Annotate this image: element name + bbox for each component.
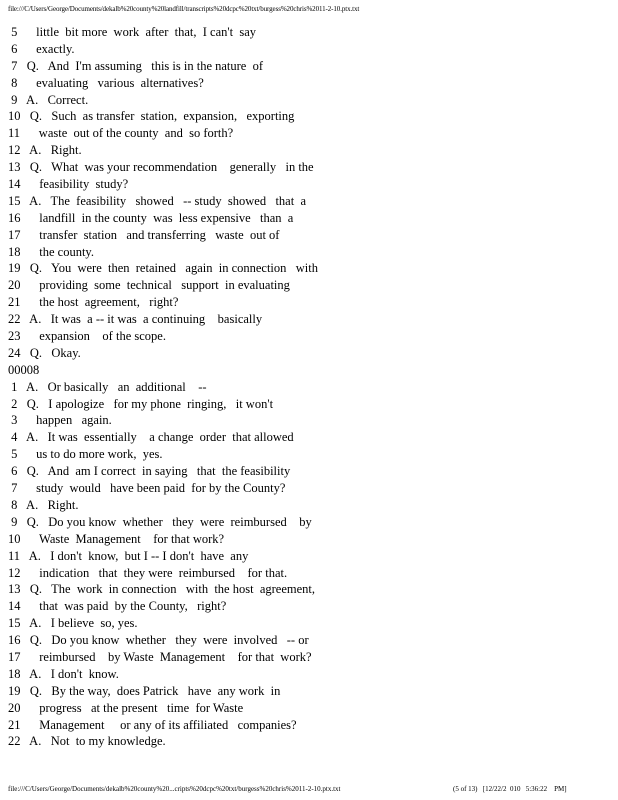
transcript-line: 22 A. It was a -- it was a continuing basically <box>8 312 263 327</box>
transcript-line: 10 Waste Management for that work? <box>8 531 225 546</box>
transcript-line: 10 Q. Such as transfer station, expansion, exporting <box>8 109 295 124</box>
transcript-line: 17 transfer station and transferring waste out of <box>8 227 280 242</box>
transcript-line: 9 Q. Do you know whether they were reimbursed by <box>8 514 312 529</box>
transcript-line: 3 happen again. <box>8 413 112 428</box>
transcript-line: 22 A. Not to my knowledge. <box>8 734 166 749</box>
transcript-line: 6 exactly. <box>8 41 75 56</box>
transcript-line: 18 A. I don't know. <box>8 666 119 681</box>
transcript-line: 9 A. Correct. <box>8 92 89 107</box>
transcript-line: 11 waste out of the county and so forth? <box>8 126 234 141</box>
transcript-line: 20 providing some technical support in evaluating <box>8 278 290 293</box>
transcript-line: 8 evaluating various alternatives? <box>8 75 204 90</box>
transcript-line: 7 study would have been paid for by the County? <box>8 481 286 496</box>
transcript-line: 15 A. I believe so, yes. <box>8 616 138 631</box>
transcript-body <box>8 24 568 750</box>
transcript-line: 2 Q. I apologize for my phone ringing, it won't <box>8 396 274 411</box>
transcript-line: 15 A. The feasibility showed -- study showed that a <box>8 193 306 208</box>
transcript-line: 16 landfill in the county was less expensive than a <box>8 210 294 225</box>
transcript-line: 19 Q. You were then retained again in connection with <box>8 261 319 276</box>
transcript-line: 23 expansion of the scope. <box>8 329 166 344</box>
transcript-line: 21 the host agreement, right? <box>8 295 179 310</box>
transcript-line: 7 Q. And I'm assuming this is in the nature of <box>8 58 264 73</box>
transcript-line: 14 feasibility study? <box>8 177 129 192</box>
transcript-line: 13 Q. The work in connection with the host agreement, <box>8 582 315 597</box>
transcript-line: 21 Management or any of its affiliated companies? <box>8 717 297 732</box>
transcript-line: 17 reimbursed by Waste Management for that work? <box>8 649 312 664</box>
transcript-line: 1 A. Or basically an additional -- <box>8 379 207 394</box>
page-info-footer: (5 of 13) [12/22/2 010 5:36:22 PM] <box>453 785 567 793</box>
transcript-line: 4 A. It was essentially a change order that allowed <box>8 430 294 445</box>
transcript-line: 13 Q. What was your recommendation generally in the <box>8 160 314 175</box>
transcript-line: 19 Q. By the way, does Patrick have any work in <box>8 683 281 698</box>
transcript-line: 16 Q. Do you know whether they were involved -- or <box>8 633 309 648</box>
file-path-header: file:///C/Users/George/Documents/dekalb%20county%20landfill/transcripts%20dcpc%20txt/burgess%20chris%2011-2-10.ptx.txt <box>8 5 360 13</box>
transcript-line: 8 A. Right. <box>8 497 79 512</box>
transcript-line: 5 little bit more work after that, I can't say <box>8 25 257 39</box>
transcript-line: 5 us to do more work, yes. <box>8 447 163 462</box>
transcript-line: 18 the county. <box>8 244 94 259</box>
transcript-line: 12 indication that they were reimbursed for that. <box>8 565 288 580</box>
transcript-line: 20 progress at the present time for Waste <box>8 700 244 715</box>
transcript-line: 24 Q. Okay. <box>8 345 81 360</box>
file-path-footer: file:///C/Users/George/Documents/dekalb%20county%20...cripts%20dcpc%20txt/burgess%20chris%2011-2-10.ptx.txt <box>8 785 341 793</box>
transcript-line: 6 Q. And am I correct in saying that the feasibility <box>8 464 291 479</box>
transcript-page-2 <box>8 379 568 751</box>
transcript-page-1 <box>8 24 568 362</box>
transcript-line: 12 A. Right. <box>8 143 82 158</box>
transcript-line: 11 A. I don't know, but I -- I don't have any <box>8 548 249 563</box>
transcript-line: 14 that was paid by the County, right? <box>8 599 227 614</box>
page-number: 00008 <box>8 362 40 377</box>
